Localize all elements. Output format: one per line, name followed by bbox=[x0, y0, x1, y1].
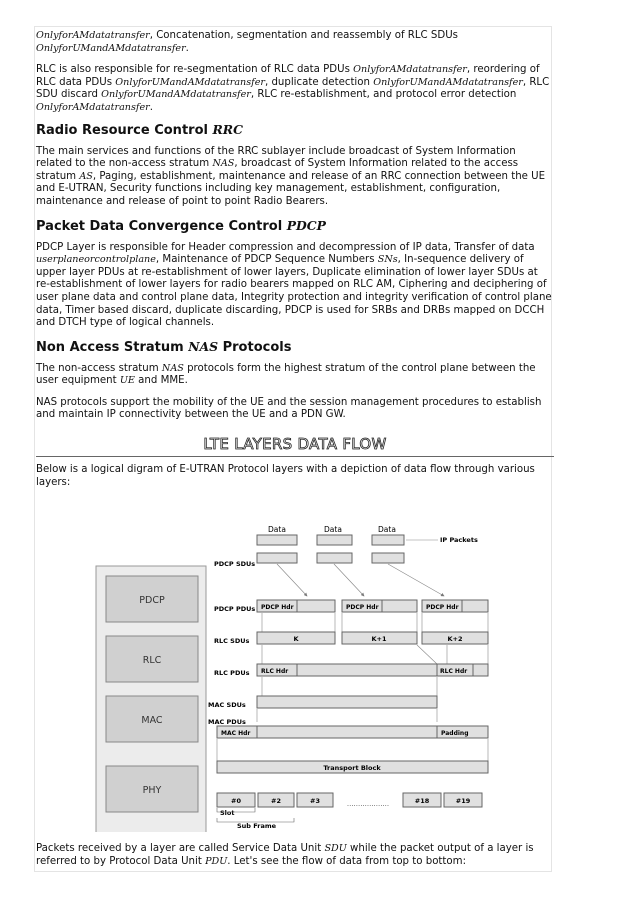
nas-paragraph-1 bbox=[36, 363, 554, 388]
pdcp-hdr-label-1: PDCP Hdr bbox=[261, 604, 294, 611]
text-run: , reordering of RLC data PDUs bbox=[36, 64, 540, 88]
slot-label-0: #0 bbox=[231, 797, 241, 805]
math-note: OnlyforUMandAMdatatransfer bbox=[101, 89, 251, 101]
text-run: . bbox=[185, 42, 189, 54]
row-label-rlc-pdus: RLC PDUs bbox=[214, 669, 250, 677]
text-run: RLC is also responsible for re-segmentation of RLC data PDUs bbox=[36, 64, 354, 76]
text-run: The non-access stratum bbox=[36, 362, 162, 374]
flow-arrow bbox=[388, 564, 444, 596]
data-block-3 bbox=[372, 535, 404, 545]
rlc-sdu-label-k1: K+1 bbox=[371, 635, 387, 643]
math-note: OnlyforUMandAMdatatransfer bbox=[36, 42, 186, 54]
heading-text: Non Access Stratum bbox=[36, 339, 189, 355]
nas-paragraph-2: NAS protocols support the mobility of the UE and the session management procedures to establish and maintain IP connectivity between the UE and a PDN GW. bbox=[36, 396, 542, 421]
math-note: OnlyforUMandAMdatatransfer bbox=[115, 76, 265, 88]
data-label-3: Data bbox=[378, 525, 396, 534]
document-body bbox=[36, 30, 554, 489]
math-note: userplaneorcontrolplane bbox=[36, 254, 156, 266]
pdcp-hdr-label-3: PDCP Hdr bbox=[426, 604, 459, 611]
text-run: protocols form the highest stratum of the control plane between the user equipment bbox=[36, 362, 536, 387]
rlc-hdr-label-2: RLC Hdr bbox=[440, 668, 468, 675]
data-label-2: Data bbox=[324, 525, 342, 534]
rlc-hdr-label-1: RLC Hdr bbox=[261, 668, 289, 675]
layer-label-phy: PHY bbox=[142, 785, 162, 796]
math-note: OnlyforAMdatatransfer bbox=[353, 64, 467, 76]
text-run: PDCP Layer is responsible for Header compression and decompression of IP data, Transfer of data bbox=[36, 241, 535, 253]
heading-text: Radio Resource Control bbox=[36, 122, 213, 138]
rlc-sdu-label-k: K bbox=[293, 635, 299, 643]
text-run: and MME. bbox=[134, 375, 188, 387]
slot-ellipsis: ................... bbox=[346, 800, 390, 808]
rlc-pdu-data-2 bbox=[473, 664, 488, 676]
text-run: , RLC SDU discard bbox=[36, 76, 550, 101]
sdu-pdu-caption bbox=[36, 843, 554, 868]
padding-label: Padding bbox=[441, 730, 469, 737]
heading-text: Protocols bbox=[218, 339, 292, 355]
heading-text: Packet Data Convergence Control bbox=[36, 218, 287, 234]
text-run: , Concatenation, segmentation and reassembly of RLC SDUs bbox=[149, 30, 458, 41]
math-note: SNs bbox=[377, 254, 398, 266]
pdcp-pdu-data-2 bbox=[382, 600, 417, 612]
mac-sdu-block bbox=[257, 696, 437, 708]
slot-label-2: #2 bbox=[271, 797, 281, 805]
math-note: AS bbox=[79, 170, 93, 182]
mac-pdu-data bbox=[257, 726, 437, 738]
text-run: . bbox=[149, 101, 153, 113]
data-block-2 bbox=[317, 535, 352, 545]
rrc-paragraph bbox=[36, 146, 554, 209]
flow-guide bbox=[417, 645, 437, 664]
math-note: NAS bbox=[212, 158, 235, 170]
text-run: Packets received by a layer are called Service Data Unit bbox=[36, 843, 325, 854]
pdcp-sdu-block-2 bbox=[317, 553, 352, 563]
pdcp-heading bbox=[36, 218, 554, 235]
data-label-1: Data bbox=[268, 525, 286, 534]
flow-arrow bbox=[334, 564, 364, 596]
math-note: NAS bbox=[161, 362, 184, 374]
text-run: , broadcast of System Information related to the access stratum bbox=[36, 158, 519, 182]
text-run: while the packet output of a layer is referred to by Protocol Data Unit bbox=[36, 843, 534, 867]
text-run: , Paging, establishment, maintenance and release of an RRC connection between the UE and E-UTRAN, Security functions including key management, establishment, configuration, maintenance and release of point to point Radio Bearers. bbox=[36, 170, 546, 207]
rlc-sdu-label-k2: K+2 bbox=[447, 635, 463, 643]
rlc-paragraph bbox=[36, 64, 554, 114]
slot-label-18: #18 bbox=[414, 797, 430, 805]
layer-label-mac: MAC bbox=[141, 715, 163, 726]
row-label-pdcp-pdus: PDCP PDUs bbox=[214, 605, 256, 613]
math-note: OnlyforAMdatatransfer bbox=[36, 30, 150, 41]
transport-block-label: Transport Block bbox=[323, 764, 381, 772]
text-run: , Maintenance of PDCP Sequence Numbers bbox=[155, 254, 378, 266]
nas-heading bbox=[36, 339, 554, 356]
pdcp-paragraph bbox=[36, 242, 554, 330]
dataflow-title: LTE LAYERS DATA FLOW bbox=[36, 434, 554, 457]
text-run: . Let's see the flow of data from top to bottom: bbox=[227, 855, 467, 867]
math-note: PDU bbox=[205, 855, 228, 867]
flow-arrow bbox=[277, 564, 307, 596]
slot-label-19: #19 bbox=[455, 797, 471, 805]
row-label-rlc-sdus: RLC SDUs bbox=[214, 637, 250, 645]
mac-hdr-label: MAC Hdr bbox=[221, 730, 251, 737]
data-block-1 bbox=[257, 535, 297, 545]
ip-packets-label: IP Packets bbox=[440, 536, 478, 544]
slot-label-3: #3 bbox=[310, 797, 320, 805]
subframe-label: Sub Frame bbox=[237, 822, 277, 830]
rrc-heading bbox=[36, 122, 554, 139]
math-note: UE bbox=[119, 375, 135, 387]
math-note: RRC bbox=[212, 121, 243, 137]
pdcp-sdu-block-1 bbox=[257, 553, 297, 563]
row-label-mac-pdus: MAC PDUs bbox=[208, 718, 246, 726]
dataflow-intro: Below is a logical digram of E-UTRAN Protocol layers with a depiction of data flow through various layers: bbox=[36, 464, 535, 488]
rlc-functions-fragment bbox=[36, 30, 554, 55]
layer-label-pdcp: PDCP bbox=[139, 595, 165, 606]
pdcp-pdu-data-3 bbox=[462, 600, 488, 612]
layer-label-rlc: RLC bbox=[142, 655, 162, 666]
pdcp-hdr-label-2: PDCP Hdr bbox=[346, 604, 379, 611]
eutran-protocol-diagram bbox=[92, 510, 518, 832]
row-label-pdcp-sdus: PDCP SDUs bbox=[214, 560, 256, 568]
pdcp-sdu-block-3 bbox=[372, 553, 404, 563]
rlc-pdu-data-1 bbox=[297, 664, 437, 676]
text-run: , RLC re-establishment, and protocol error detection bbox=[250, 89, 517, 101]
math-note: NAS bbox=[188, 338, 219, 354]
text-run: The main services and functions of the RRC sublayer include broadcast of System Information related to the non-access stratum bbox=[36, 145, 516, 170]
slot-label: Slot bbox=[220, 809, 235, 817]
math-note: OnlyforAMdatatransfer bbox=[36, 101, 150, 113]
math-note: PDCP bbox=[286, 217, 326, 233]
text-run: , duplicate detection bbox=[264, 76, 374, 88]
math-note: SDU bbox=[324, 843, 347, 854]
row-label-mac-sdus: MAC SDUs bbox=[208, 701, 246, 709]
math-note: OnlyforUMandAMdatatransfer bbox=[373, 76, 523, 88]
text-run: , In-sequence delivery of upper layer PDUs at re-establishment of lower layers, Duplicate elimination of lower layer SDUs at re-establishment of lower layers for radio bearers mapped on RLC AM, Ciphering and deciphering of user plane data and control plane data, Integrity protection and integrity verification of control plane data, Timer based discard, duplicate discarding, PDCP is used for SRBs and DRBs mapped on DCCH and DTCH type of logical channels. bbox=[36, 254, 552, 329]
pdcp-pdu-data-1 bbox=[297, 600, 335, 612]
